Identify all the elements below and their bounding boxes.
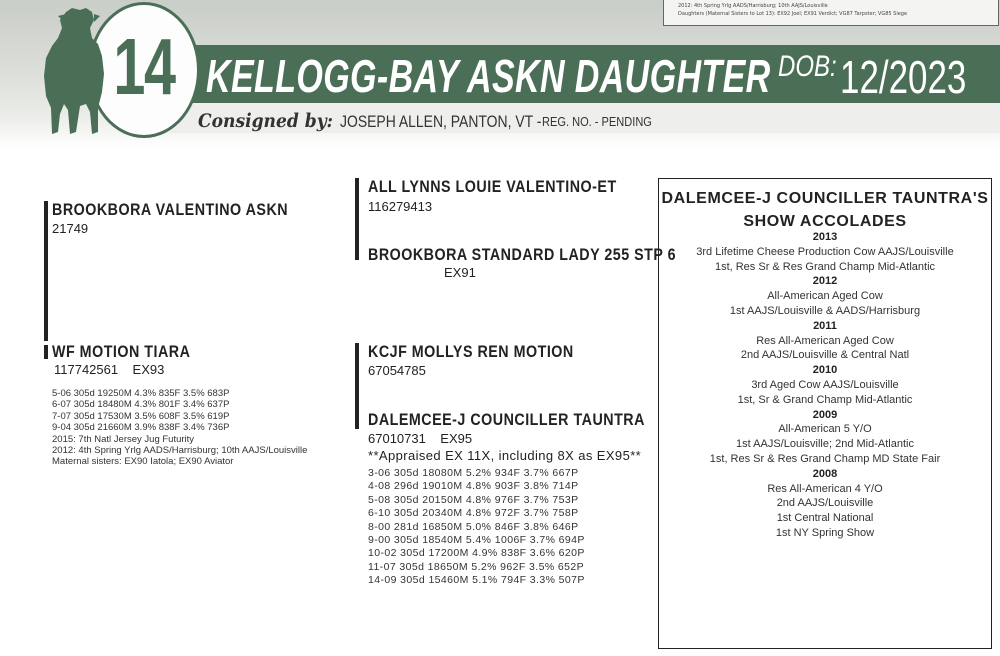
record-line: 9-04 305d 21660M 3.9% 838F 3.4% 736P	[52, 422, 230, 434]
accolades-list	[659, 230, 991, 541]
dam-bracket	[44, 345, 48, 359]
dam-name: WF MOTION TIARA	[52, 342, 191, 361]
accolade-year: 2010	[812, 364, 838, 377]
accolade-year: 2011	[813, 319, 837, 332]
record-line: 9-00 305d 18540M 5.4% 1006F 3.7% 694P	[368, 534, 585, 547]
accolades-title	[659, 187, 991, 233]
record-line: 10-02 305d 17200M 4.9% 838F 3.6% 620P	[368, 547, 585, 560]
sire-dam-name: BROOKBORA STANDARD LADY 255 STP 6	[368, 245, 677, 264]
dob-value: 12/2023	[840, 51, 967, 103]
record-line: 8-00 281d 16850M 5.0% 846F 3.8% 646P	[368, 520, 579, 533]
consignor-name: JOSEPH ALLEN, PANTON, VT -	[340, 112, 542, 131]
dam-reg: 117742561 EX93	[54, 362, 165, 377]
dam-sire-reg: 67054785	[368, 363, 426, 378]
accolade-item: 1st Central National	[776, 512, 874, 525]
record-line: Maternal sisters: EX90 Iatola; EX90 Aviator	[52, 456, 234, 468]
sire-reg: 21749	[52, 221, 89, 236]
accolade-item: 1st NY Spring Show	[775, 526, 875, 539]
record-line: 6-10 305d 20340M 4.8% 972F 3.7% 758P	[368, 507, 579, 520]
accolade-item: Res All-American Aged Cow	[756, 334, 894, 347]
dam-records	[52, 388, 307, 468]
excerpt-line: Daughters (Maternal Sisters to Lot 13): EX92 Joel; EX91 Verdict; VG87 Tarpster; VG85 Siege	[678, 11, 908, 17]
record-line: 5-08 305d 20150M 4.8% 976F 3.7% 753P	[368, 493, 579, 506]
accolade-item: 1st AAJS/Louisville; 2nd Mid-Atlantic	[736, 438, 914, 451]
accolade-year: 2008	[812, 467, 838, 480]
sire-name: BROOKBORA VALENTINO ASKN	[52, 200, 289, 219]
page-title: KELLOGG-BAY ASKN DAUGHTER	[206, 50, 771, 102]
dam-parents-bracket	[355, 343, 359, 429]
calf-silhouette-icon	[36, 4, 114, 136]
accolade-item: 1st, Res Sr & Res Grand Champ MD State Fair	[709, 452, 941, 465]
dam-dam-name: DALEMCEE-J COUNCILLER TAUNTRA	[368, 410, 645, 429]
record-line: 7-07 305d 17530M 3.5% 608F 3.5% 619P	[52, 410, 230, 422]
dob-label: DOB:	[778, 50, 837, 83]
accolade-item: Res All-American 4 Y/O	[767, 482, 883, 495]
accolade-item: All-American Aged Cow	[767, 290, 883, 303]
record-line: 2015: 7th Natl Jersey Jug Futurity	[52, 433, 195, 445]
sire-dam-classification: EX91	[444, 265, 476, 280]
accolade-item: 1st, Sr & Grand Champ Mid-Atlantic	[737, 393, 913, 406]
sire-parents-bracket	[355, 178, 359, 260]
consigned-by-label: Consigned by:	[198, 110, 333, 132]
record-line: 2012: 4th Spring Yrlg AADS/Harrisburg; 10th AAJS/Louisville	[52, 445, 308, 457]
registration-number: REG. NO. - PENDING	[542, 114, 652, 129]
accolades-title-line: SHOW ACCOLADES	[743, 213, 907, 230]
accolade-item: All-American 5 Y/O	[778, 423, 872, 436]
record-line: 5-06 305d 19250M 4.3% 835F 3.5% 683P	[52, 388, 230, 399]
accolade-year: 2012	[812, 275, 838, 288]
record-line: 6-07 305d 18480M 4.3% 801F 3.4% 637P	[52, 399, 230, 411]
dam-dam-appraisal-note: **Appraised EX 11X, including 8X as EX95**	[368, 448, 642, 463]
accolade-item: 1st AAJS/Louisville & AADS/Harrisburg	[729, 304, 921, 317]
lot-number: 14	[113, 22, 175, 111]
accolade-item: 2nd AAJS/Louisville & Central Natl	[740, 349, 910, 362]
sire-sire-name: ALL LYNNS LOUIE VALENTINO-ET	[368, 177, 617, 196]
previous-lot-excerpt	[663, 0, 999, 26]
accolade-item: 3rd Lifetime Cheese Production Cow AAJS/Louisville	[696, 245, 954, 258]
record-line: 14-09 305d 15460M 5.1% 794F 3.3% 507P	[368, 574, 585, 587]
sire-bracket	[44, 201, 48, 341]
dam-dam-reg: 67010731 EX95	[368, 431, 473, 446]
dam-sire-name: KCJF MOLLYS REN MOTION	[368, 342, 574, 361]
record-line: 3-06 305d 18080M 5.2% 934F 3.7% 667P	[368, 467, 579, 479]
excerpt-line: 2012: 4th Spring Yrlg AADS/Harrisburg; 10th AAJS/Louisville	[678, 3, 828, 9]
show-accolades-box	[658, 178, 992, 649]
record-line: 11-07 305d 18650M 5.2% 962F 3.5% 652P	[368, 560, 585, 573]
accolade-item: 3rd Aged Cow AAJS/Louisville	[751, 378, 899, 391]
record-line: 4-08 296d 19010M 4.8% 903F 3.8% 714P	[368, 480, 579, 493]
accolade-year: 2013	[812, 231, 838, 243]
sire-sire-reg: 116279413	[368, 199, 433, 214]
accolade-year: 2009	[812, 408, 838, 421]
accolade-item: 1st, Res Sr & Res Grand Champ Mid-Atlantic	[714, 260, 936, 273]
accolades-title-line: DALEMCEE-J COUNCILLER TAUNTRA'S	[661, 190, 989, 207]
dam-dam-records	[368, 467, 585, 588]
accolade-item: 2nd AAJS/Louisville	[776, 497, 874, 510]
